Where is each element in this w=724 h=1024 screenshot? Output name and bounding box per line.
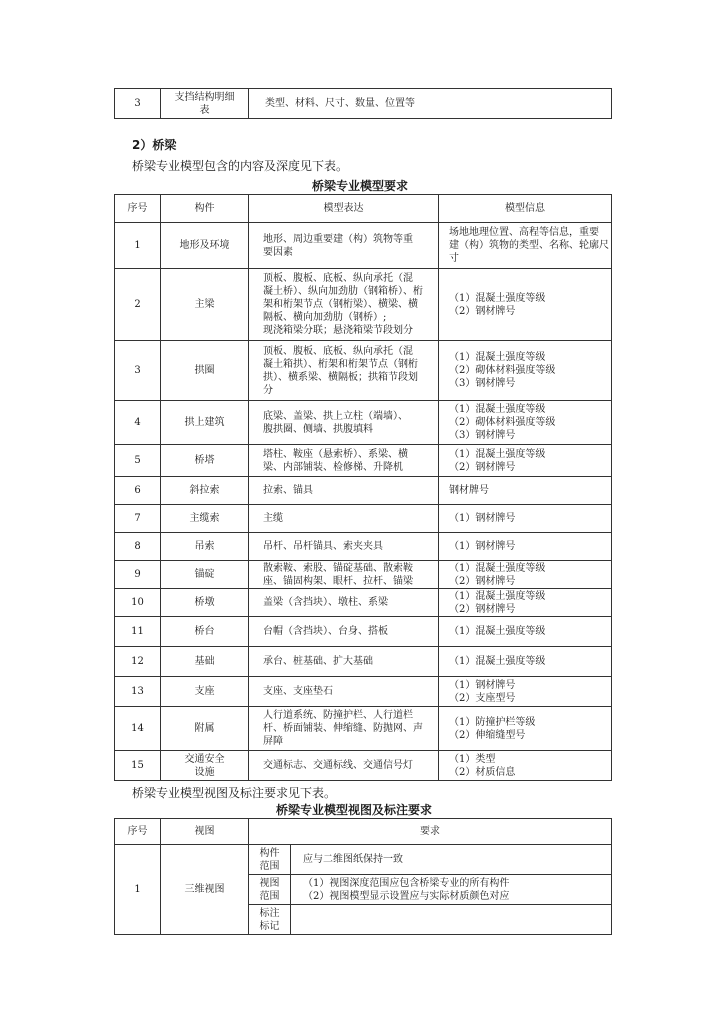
model-information: （1）混凝土强度等级: [439, 617, 612, 647]
table-row: [115, 445, 612, 477]
table-row: [115, 845, 612, 875]
model-expression: 人行道系统、防撞护栏、人行道栏 杆、桥面铺装、伸缩缝、防抛网、声 屏障: [249, 707, 439, 751]
support-structure-table: [114, 88, 612, 119]
requirement-category: 构件 范围: [249, 845, 291, 875]
component-name: 支挡结构明细 表: [161, 89, 249, 119]
model-expression: 支座、支座垫石: [249, 677, 439, 707]
table-row: [115, 89, 612, 119]
row-number: 6: [115, 477, 161, 505]
component-name: 锚碇: [161, 561, 249, 589]
model-expression: 底梁、盖梁、拱上立柱（端墙）、 腹拱圈、侧墙、拱腹填料: [249, 401, 439, 445]
row-number: 8: [115, 533, 161, 561]
column-header: 模型表达: [249, 195, 439, 223]
model-information: （1）钢材牌号: [439, 533, 612, 561]
row-number: 3: [115, 341, 161, 401]
section-intro: 桥梁专业模型包含的内容及深度见下表。: [132, 159, 349, 173]
model-expression: 地形、周边重要建（构）筑物等重 要因素: [249, 223, 439, 269]
model-expression: 塔柱、鞍座（悬索桥）、系梁、横 梁、内部铺装、检修梯、升降机: [249, 445, 439, 477]
table-row: [115, 751, 612, 781]
component-name: 拱上建筑: [161, 401, 249, 445]
component-name: 拱圈: [161, 341, 249, 401]
column-header: 视图: [161, 819, 249, 845]
view-name: 三维视图: [161, 845, 249, 935]
row-number: 10: [115, 589, 161, 617]
model-expression: 主缆: [249, 505, 439, 533]
table-row: [115, 707, 612, 751]
model-expression: 拉索、锚具: [249, 477, 439, 505]
row-number: 9: [115, 561, 161, 589]
model-expression: 交通标志、交通标线、交通信号灯: [249, 751, 439, 781]
view-section-intro: 桥梁专业模型视图及标注要求见下表。: [132, 786, 337, 800]
table-row: [115, 223, 612, 269]
column-header: 序号: [115, 819, 161, 845]
row-number: 7: [115, 505, 161, 533]
model-expression: 盖梁（含挡块）、墩柱、系梁: [249, 589, 439, 617]
column-header: 模型信息: [439, 195, 612, 223]
column-header: 序号: [115, 195, 161, 223]
column-header: 要求: [249, 819, 612, 845]
requirement-text: （1）视图深度范围应包含桥梁专业的所有构件 （2）视图模型显示设置应与实际材质颜色对应: [291, 875, 612, 905]
table-header-row: [115, 819, 612, 845]
model-information: 钢材牌号: [439, 477, 612, 505]
row-number: 1: [115, 223, 161, 269]
table-caption: 桥梁专业模型要求: [312, 179, 409, 193]
row-number: 4: [115, 401, 161, 445]
model-information: （1）混凝土强度等级: [439, 647, 612, 677]
model-expression: 台帽（含挡块）、台身、搭板: [249, 617, 439, 647]
table-row: [115, 589, 612, 617]
table-row: [115, 269, 612, 341]
model-expression: 承台、桩基础、扩大基础: [249, 647, 439, 677]
model-information: （1）防撞护栏等级 （2）伸缩缝型号: [439, 707, 612, 751]
row-number: 11: [115, 617, 161, 647]
model-expression: 吊杆、吊杆锚具、索夹夹具: [249, 533, 439, 561]
requirement-text: 应与二维图纸保持一致: [291, 845, 612, 875]
row-number: 15: [115, 751, 161, 781]
requirement-text: [291, 905, 612, 935]
section-heading: 2）桥梁: [132, 138, 177, 152]
bridge-view-table: [114, 818, 612, 935]
component-name: 斜拉索: [161, 477, 249, 505]
row-number: 13: [115, 677, 161, 707]
model-expression: 顶板、腹板、底板、纵向承托（混 凝土桥）、纵向加劲肋（钢箱桥）、桁 架和桁架节点（钢桁梁）、横梁、横 隔板、横向加劲肋（钢桥）; 现浇箱梁分联；悬浇箱梁节段划分: [249, 269, 439, 341]
requirement-category: 标注 标记: [249, 905, 291, 935]
model-information: （1）钢材牌号: [439, 505, 612, 533]
model-information: （1）混凝土强度等级 （2）钢材牌号: [439, 589, 612, 617]
table-row: [115, 617, 612, 647]
row-number: 5: [115, 445, 161, 477]
component-name: 基础: [161, 647, 249, 677]
model-information: （1）钢材牌号 （2）支座型号: [439, 677, 612, 707]
table-row: [115, 341, 612, 401]
component-name: 主缆索: [161, 505, 249, 533]
table-row: [115, 533, 612, 561]
row-number: 1: [115, 845, 161, 935]
component-name: 吊索: [161, 533, 249, 561]
model-information: （1）混凝土强度等级 （2）砌体材料强度等级 （3）钢材牌号: [439, 401, 612, 445]
component-name: 主梁: [161, 269, 249, 341]
requirement-category: 视图 范围: [249, 875, 291, 905]
component-name: 交通安全 设施: [161, 751, 249, 781]
model-information: 场地地理位置、高程等信息，重要 建（构）筑物的类型、名称、轮廓尺 寸: [439, 223, 612, 269]
table-row: [115, 677, 612, 707]
bridge-model-table: [114, 194, 612, 781]
model-information: （1）混凝土强度等级 （2）钢材牌号: [439, 445, 612, 477]
component-description: 类型、材料、尺寸、数量、位置等: [249, 89, 612, 119]
table-header-row: [115, 195, 612, 223]
table-row: [115, 477, 612, 505]
component-name: 附属: [161, 707, 249, 751]
component-name: 支座: [161, 677, 249, 707]
component-name: 桥墩: [161, 589, 249, 617]
view-table-caption: 桥梁专业模型视图及标注要求: [276, 803, 433, 817]
model-information: （1）类型 （2）材质信息: [439, 751, 612, 781]
component-name: 桥台: [161, 617, 249, 647]
model-information: （1）混凝土强度等级 （2）砌体材料强度等级 （3）钢材牌号: [439, 341, 612, 401]
model-expression: 散索鞍、索股、锚碇基础、散索鞍 座、锚固构架、眼杆、拉杆、锚梁: [249, 561, 439, 589]
row-number: 2: [115, 269, 161, 341]
row-number: 12: [115, 647, 161, 677]
component-name: 地形及环境: [161, 223, 249, 269]
table-row: [115, 401, 612, 445]
component-name: 桥塔: [161, 445, 249, 477]
table-row: [115, 561, 612, 589]
table-row: [115, 647, 612, 677]
model-information: （1）混凝土强度等级 （2）钢材牌号: [439, 269, 612, 341]
column-header: 构件: [161, 195, 249, 223]
row-number: 14: [115, 707, 161, 751]
model-information: （1）混凝土强度等级 （2）钢材牌号: [439, 561, 612, 589]
table-row: [115, 505, 612, 533]
row-number: 3: [115, 89, 161, 119]
model-expression: 顶板、腹板、底板、纵向承托（混 凝土箱拱）、桁架和桁架节点（钢桁 拱）、横系梁、横隔板；拱箱节段划 分: [249, 341, 439, 401]
